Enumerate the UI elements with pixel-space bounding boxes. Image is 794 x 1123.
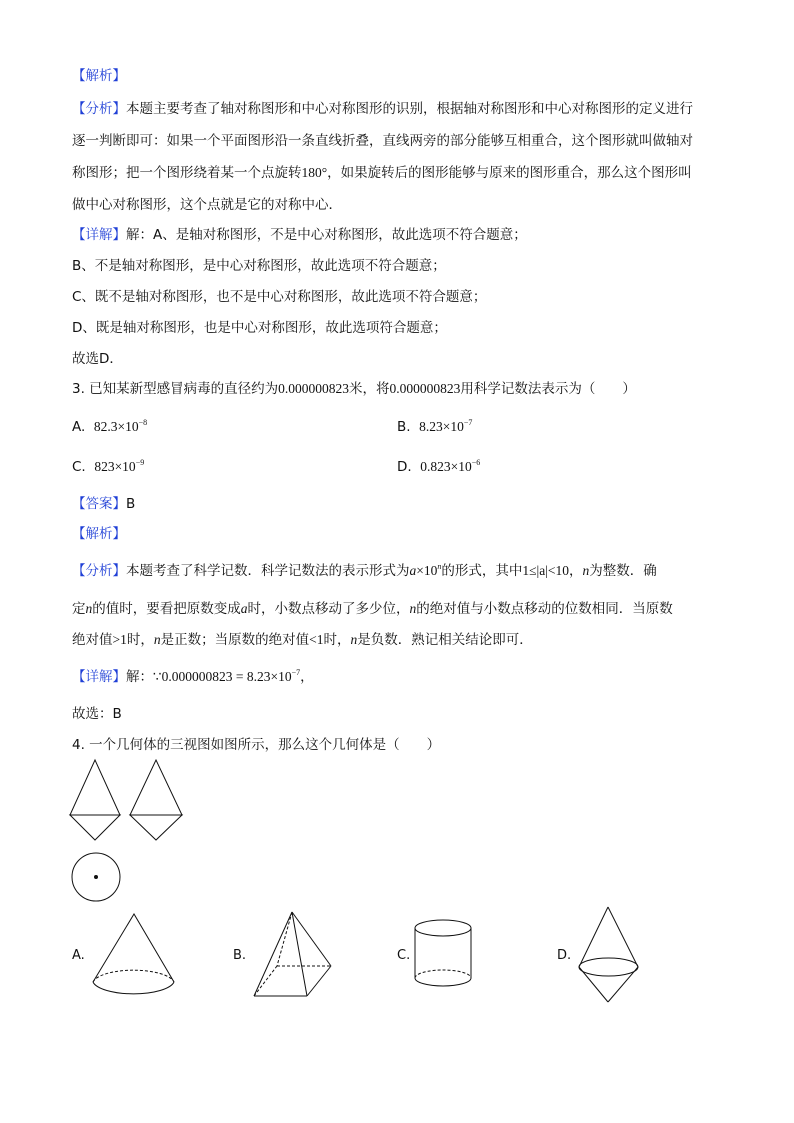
q4-option-a-label: A. <box>72 948 85 963</box>
q3-option-b-label: B. <box>397 419 411 435</box>
q3-option-a-base: 82.3×10 <box>93 419 139 434</box>
q3-fenxi-text3e: 是负数．熟记相关结论即可． <box>357 632 533 648</box>
q3-var-n-4: n <box>153 632 161 647</box>
q2-xiangjie-a: 解：A、是轴对称图形，不是中心对称图形，故此选项不符合题意； <box>126 227 527 243</box>
q3-xiangjie-number: 0.000000823 <box>161 669 233 684</box>
option-c-cylinder-figure[interactable] <box>413 918 475 990</box>
q3-var-n-2: n <box>85 601 93 616</box>
q3-option-d <box>397 458 480 476</box>
q3-var-n: n <box>582 563 590 578</box>
q3-fenxi-text3a: 绝对值 <box>72 632 113 648</box>
q3-fenxi-text1b: 的形式，其中 <box>441 563 523 579</box>
q3-option-d-label: D. <box>397 459 412 475</box>
q2-fenxi-text1: 本题主要考查了轴对称图形和中心对称图形的识别，根据轴对称图形和中心对称图形的定义进行 <box>126 101 693 117</box>
q3-stem-b: 米，将 <box>349 381 390 397</box>
q4-option-c-label: C. <box>397 948 411 963</box>
q3-var-a-2: a <box>240 601 248 616</box>
q2-degree: 180° <box>301 165 328 180</box>
q2-xiangjie-tag: 【详解】 <box>72 227 126 243</box>
q2-fenxi-text3a: 称图形；把一个图形绕着某一个点旋转 <box>72 165 302 181</box>
q3-number-2: 0.000000823 <box>389 381 461 396</box>
q2-fenxi-line4: 做中心对称图形，这个点就是它的对称中心． <box>72 197 342 213</box>
option-d-double-cone-figure[interactable] <box>577 905 641 1005</box>
q3-option-a-label: A. <box>72 419 86 435</box>
q2-xiangjie-b: B、不是轴对称图形，是中心对称图形，故此选项不符合题意； <box>72 258 446 274</box>
q3-fenxi-text3c: 是正数；当原数的绝对值 <box>160 632 310 648</box>
q3-number-1: 0.000000823 <box>278 381 350 396</box>
q2-xiangjie-d: D、既是轴对称图形，也是中心对称图形，故此选项符合题意； <box>72 320 447 336</box>
q3-option-b-base: 8.23×10 <box>419 419 464 434</box>
q2-fenxi-line1 <box>72 100 693 118</box>
q3-fenxi-tag: 【分析】 <box>72 563 126 579</box>
q2-fenxi-tag: 【分析】 <box>72 101 126 117</box>
q3-var-n-5: n <box>350 632 358 647</box>
q3-var-a: a <box>409 563 417 578</box>
q3-fenxi-line3 <box>72 631 533 649</box>
q3-fenxi-line1 <box>72 562 657 580</box>
q3-xiangjie-exp: −7 <box>291 668 301 677</box>
q3-fenxi-text1c: ， <box>569 563 583 579</box>
q4-option-d-label: D. <box>557 948 572 963</box>
q3-option-a-exp: −8 <box>138 418 148 427</box>
q4-option-b-label: B. <box>233 948 247 963</box>
q2-fenxi-line2: 逐一判断即可：如果一个平面图形沿一条直线折叠，直线两旁的部分能够互相重合，这个图形就叫做轴对 <box>72 133 693 149</box>
q3-times-ten: ×10 <box>416 563 438 578</box>
top-view-figure <box>70 852 125 904</box>
q3-option-c <box>72 458 144 476</box>
q3-option-a <box>72 418 147 436</box>
option-a-cone-figure[interactable] <box>90 912 180 1002</box>
q3-option-d-base: 0.823×10 <box>420 459 472 474</box>
q3-gt-one: >1 <box>112 632 127 647</box>
q3-choose: 故选：B <box>72 706 122 722</box>
q3-jiexi-tag: 【解析】 <box>72 526 126 542</box>
q3-stem-a: 3. 已知某新型感冒病毒的直径约为 <box>72 381 279 397</box>
q3-lt-one: <1 <box>309 632 324 647</box>
q3-xiangjie-end: ， <box>300 669 314 685</box>
q3-stem-c: 用科学记数法表示为（ ） <box>460 381 636 397</box>
q3-option-c-label: C. <box>72 459 86 475</box>
q3-answer-line <box>72 495 135 513</box>
q3-fenxi-text1a: 本题考查了科学记数．科学记数法的表示形式为 <box>126 563 410 579</box>
q3-option-d-exp: −6 <box>471 458 481 467</box>
q3-fenxi-text3d: 时， <box>323 632 351 648</box>
q3-fenxi-text2a: 定 <box>72 601 86 617</box>
q3-xiangjie-tag: 【详解】 <box>72 669 126 685</box>
q3-answer: B <box>126 496 136 512</box>
q3-fenxi-text2b: 的值时，要看把原数变成 <box>92 601 241 617</box>
q3-fenxi-text1d: 为整数．确 <box>589 563 657 579</box>
q2-fenxi-line3 <box>72 164 692 182</box>
q3-fenxi-text3b: 时， <box>126 632 154 648</box>
q3-condition: 1≤|a|<10 <box>522 563 570 578</box>
q2-xiangjie-c: C、既不是轴对称图形，也不是中心对称图形，故此选项不符合题意； <box>72 289 487 305</box>
q4-stem: 4. 一个几何体的三视图如图所示，那么这个几何体是（ ） <box>72 737 441 753</box>
q3-xiangjie-eq: = 8.23×10 <box>232 669 292 684</box>
q3-option-c-base: 823×10 <box>94 459 136 474</box>
side-view-figure <box>130 760 185 842</box>
q3-option-b <box>397 418 472 436</box>
q3-option-b-exp: −7 <box>463 418 473 427</box>
q3-var-n-exp: n <box>437 562 442 571</box>
option-b-pyramid-figure[interactable] <box>252 910 336 1000</box>
q2-choose: 故选D． <box>72 351 123 367</box>
q3-stem <box>72 380 636 398</box>
q3-var-n-3: n <box>409 601 417 616</box>
q3-fenxi-line2 <box>72 600 673 618</box>
q2-fenxi-text3b: ，如果旋转后的图形能够与原来的图形重合，那么这个图形叫 <box>327 165 692 181</box>
q2-xiangjie-line-a <box>72 226 527 244</box>
front-view-figure <box>70 760 125 842</box>
q3-xiangjie-a: 解：∵ <box>126 669 162 685</box>
q3-fenxi-text2c: 时，小数点移动了多少位， <box>247 601 410 617</box>
q2-jiexi-tag: 【解析】 <box>72 68 126 84</box>
q3-xiangjie-line <box>72 668 314 686</box>
q3-option-c-exp: −9 <box>135 458 145 467</box>
q3-fenxi-text2d: 的绝对值与小数点移动的位数相同．当原数 <box>416 601 673 617</box>
q3-answer-tag: 【答案】 <box>72 496 126 512</box>
